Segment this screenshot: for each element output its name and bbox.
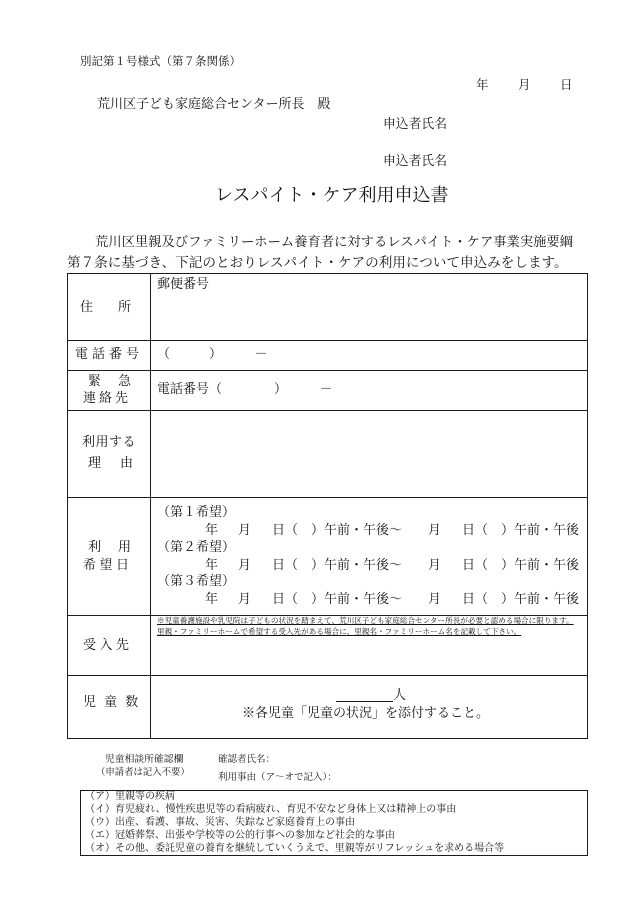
- document-title: レスパイト・ケア利用申込書: [215, 185, 449, 206]
- wish-title: （第３希望）: [157, 574, 236, 589]
- wish-month-from: 月: [238, 523, 252, 538]
- office-use-subtitle: （申請者は記入不要）: [96, 767, 190, 778]
- reason-code-item: （エ）冠婚葬祭、出張や学校等の公的行事への参加など社会的な事由: [85, 830, 395, 841]
- office-use-title: 児童相談所確認欄: [105, 754, 184, 765]
- wish-month-to: 月: [428, 558, 442, 573]
- wish-month-to: 月: [428, 523, 442, 538]
- row-divider-address: [67, 340, 588, 341]
- wish-day-to: 日（ ）午前・午後: [462, 523, 580, 538]
- wish-month-to: 月: [428, 592, 442, 607]
- reason-label-line-2: 理 由: [88, 456, 137, 471]
- row-divider-phone: [67, 370, 588, 371]
- wish-month-from: 月: [238, 592, 252, 607]
- wish-year: 年: [205, 523, 219, 538]
- phone-format: （ ） －: [157, 347, 268, 362]
- wish-year: 年: [205, 592, 219, 607]
- intro-line-1: 荒川区里親及びファミリーホーム養育者に対するレスパイト・ケア事業実施要綱: [95, 235, 574, 250]
- reason-label-line-1: 利用する: [82, 435, 137, 450]
- children-attachment-note: ※各児童「児童の状況」を添付すること。: [242, 706, 490, 721]
- phone-label: 電話番号: [75, 347, 144, 362]
- wish-month-from: 月: [238, 558, 252, 573]
- wish-title: （第１希望）: [157, 505, 236, 520]
- reason-code-item: （ア）里親等の疾病: [85, 791, 175, 802]
- wish-year: 年: [205, 558, 219, 573]
- children-count-unit: 人: [393, 688, 407, 703]
- reason-code-item: （ウ）出産、看護、事故、災害、失踪など家庭養育上の事由: [85, 817, 355, 828]
- desired-dates-label-line-2: 希望日: [83, 558, 133, 573]
- wish-block-1: [0, 506, 630, 540]
- reason-code-label: 利用事由（ア～オで記入）：: [218, 772, 337, 783]
- emergency-phone-format: 電話番号（ ） －: [157, 382, 333, 397]
- placement-note-2: 里親・ファミリーホームで希望する受入先がある場合に、里親名・ファミリーホーム名を記載して下さい。: [157, 627, 522, 636]
- applicant-name-label: 申込者氏名: [383, 117, 447, 132]
- reason-code-item: （イ）育児疲れ、慢性疾患児等の看病疲れ、育児不安など身体上又は精神上の事由: [85, 804, 457, 815]
- row-divider-placement: [67, 675, 588, 676]
- form-number: 別記第１号様式（第７条関係）: [80, 54, 241, 68]
- row-divider-reason: [67, 497, 588, 498]
- wish-day-to: 日（ ）午前・午後: [462, 592, 580, 607]
- intro-line-2: 第７条に基づき、下記のとおりレスパイト・ケアの利用について申込みをします。: [67, 255, 568, 271]
- desired-dates-label-line-1: 利 用: [88, 540, 134, 555]
- placement-note-1: ※児童養護施設や乳児院は子どもの状況を踏まえて、荒川区子ども家庭総合センター所長が必要と認める場合に限ります。: [157, 616, 574, 625]
- addressee: 荒川区子ども家庭総合センター所長 殿: [97, 97, 331, 112]
- address-label: 住 所: [80, 300, 138, 315]
- emergency-label-line-2: 連絡先: [83, 391, 132, 406]
- wish-block-3: [0, 575, 630, 609]
- children-count-label: 児 童 数: [83, 695, 141, 710]
- date-line: 年 月 日: [476, 77, 575, 92]
- wish-block-2: [0, 541, 630, 575]
- reason-code-item: （オ）その他、委託児童の養育を継続していくうえで、里親等がリフレッシュを求める場合等: [85, 843, 505, 854]
- wish-day-from: 日（ ）午前・午後～: [272, 558, 403, 573]
- placement-label: 受入先: [83, 638, 133, 653]
- applicant-name-label-second: 申込者氏名: [383, 154, 447, 169]
- wish-day-to: 日（ ）午前・午後: [462, 558, 580, 573]
- wish-day-from: 日（ ）午前・午後～: [272, 523, 403, 538]
- wish-day-from: 日（ ）午前・午後～: [272, 592, 403, 607]
- checker-name-label: 確認者氏名：: [218, 754, 276, 765]
- emergency-label-line-1: 緊 急: [88, 374, 134, 389]
- wish-title: （第２希望）: [157, 540, 236, 555]
- postal-code-label: 郵便番号: [157, 277, 210, 292]
- row-divider-emergency: [67, 410, 588, 411]
- children-count-blank-line: [336, 701, 393, 702]
